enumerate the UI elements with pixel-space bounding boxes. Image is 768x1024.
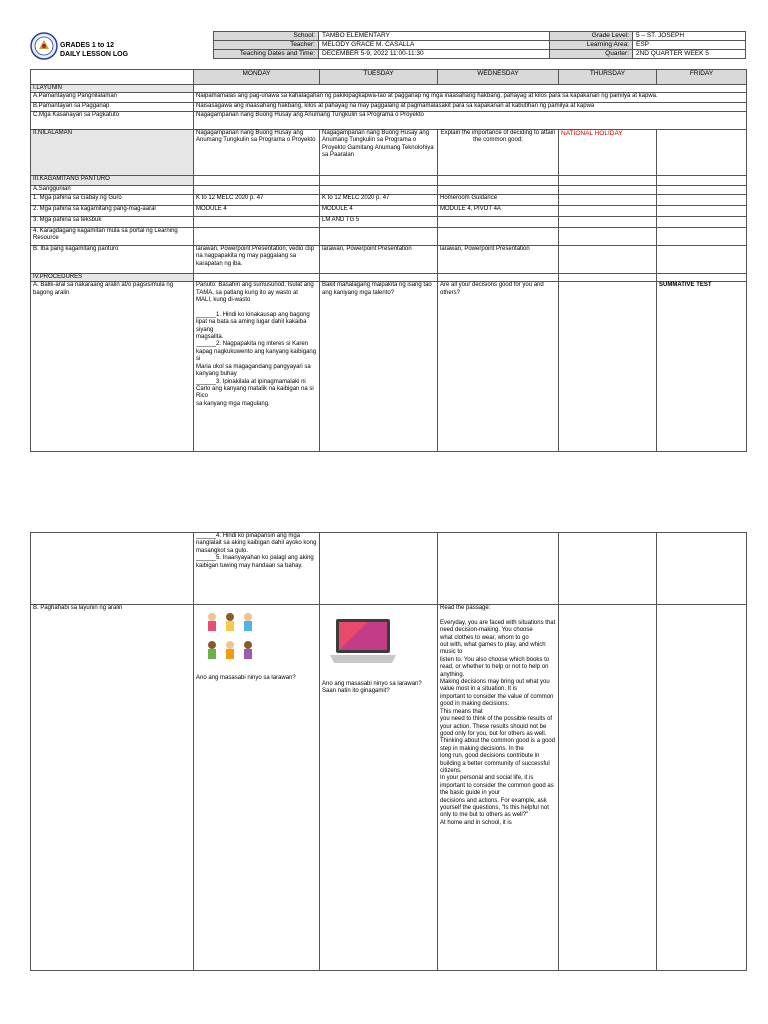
paghahabi-tuesday-question: Ano ang masasabi ninyo sa larawan? Saan natin ito ginagamit?: [322, 681, 422, 695]
row-label-iba-pang-kagamitan: B. Iba pang kagamitang panturo: [31, 245, 194, 273]
deped-seal-icon: [30, 32, 58, 60]
row-label-paghahabi: B. Paghahabi sa layunin ng aralin: [31, 605, 194, 971]
row-label-pang-mag-aaral: 2. Mga pahina sa kagamitang pang-mag-aaral: [31, 205, 194, 216]
laptop-illustration: [328, 617, 398, 667]
row-label-pamantayang-pangnilalaman: A.Pamantayang Pangnilalaman: [31, 93, 194, 103]
corner-cell: [31, 70, 194, 85]
pamantayang-pangnilalaman-text: Naipamamalas ang pag-unawa sa kahalagahan ng pakikipagkapwa-tao at pagganap ng mga inaasahang hakbang, pahayag at kilos para sa kapakanan ng pamilya at kapwa.: [194, 93, 747, 103]
row-label-gabay-ng-guro: 1. Mga pahina sa Gabay ng Guro: [31, 194, 194, 205]
day-wednesday: WEDNESDAY: [438, 70, 559, 85]
iba-pang-tuesday: larawan, Powerpoint Presentation: [320, 245, 438, 273]
teacher-label: Teacher:: [214, 41, 319, 50]
log-title: DAILY LESSON LOG: [60, 51, 129, 58]
school-label: School:: [214, 32, 319, 41]
mag-aaral-tuesday: MODULE 4: [320, 205, 438, 216]
section-kagamitan: III.KAGAMITANG PANTURO: [31, 175, 194, 185]
lesson-log-table-continued: [30, 532, 747, 971]
gabay-wednesday: Homeroom Guidance: [438, 194, 559, 205]
paghahabi-tuesday: [320, 605, 438, 971]
balik-aral-monday-continued: ______4. Hindi ko pinapansin ang mga nanglalait sa aking kaibigan dahil ayoko kong masangkot sa gulo. ______5. Inaanyayahan ko palagi ang aking kaibigan tuwing may handaan sa bahay.: [194, 533, 320, 605]
paghahabi-wednesday-passage: Read the passage: Everyday, you are faced with situations that need decision-making. You choose what clothes to wear, whom to go out with, what games to play, and which music to listen to. You also choose which books to read, or whether to help or not to help on anything. Making decisions may bring out what you value most in a situation. It is important to consider the value of common good in making decisions. This means that you need to think of the possible results of your action. These results should not be good only for you, but for others as well. Thinking about the common good is a good step in making decisions. In the long run, good decisions contribute in building a better community of successful citizens. In your personal and social life, it is important to consider the common good as the basic guide in your decisions and actions. For example, ask yourself the questions, "Is this helpful not only to me but to others as well?" At home and in school, it is: [438, 605, 559, 971]
row-label-teksbuk: 3. Mga pahina sa teksbuk: [31, 216, 194, 227]
day-tuesday: TUESDAY: [320, 70, 438, 85]
paghahabi-monday: [194, 605, 320, 971]
section-procedures: IV.PROCEDURES: [31, 273, 194, 281]
balik-aral-monday: Panuto: Basahin ang sumusunod. Isulat ang TAMA, sa patlang kung ito ay wasto at MALI, kung di-wasto ______1. Hindi ko kinakausap ang bagong lipat na bata sa aming lugar dahil kakaiba siyang magsalita. ______2. Nagpapakita ng interes si Karen kapag nagkukuwento ang kanyang kaibigang si Maria ukol sa magagandang pangyayari sa kanyang buhay ______3. Ipinakilala at ipinagmamalaki ni Carlo ang kanyang matalik na kaibigan na si Rico sa kanyang mga magulang.: [194, 282, 320, 452]
national-holiday: NATIONAL HOLIDAY: [559, 129, 657, 175]
section-nilalaman: II.NILALAMAN: [31, 129, 194, 175]
lesson-log-table: [30, 69, 747, 452]
iba-pang-monday: larawan, Powerpoint Presentation, vedio clip na nagpapakita ng may paggalang sa karapatan ng iba.: [194, 245, 320, 273]
pamantayan-sa-pagganap-text: Naisasagawa ang inaasahang hakbang, kilos at pahayag na may paggalang at pagmamalasakit para sa kapakanan at kabutihan ng pamilya at kapwa: [194, 103, 747, 111]
row-label-kasanayan: C.Mga Kasanayan sa Pagkatuto: [31, 111, 194, 129]
nilalaman-wednesday: Explain the importance of deciding to attain the common good;: [438, 129, 559, 175]
gabay-monday: K to 12 MELC 2020 p. 47: [194, 194, 320, 205]
dates-value: DECEMBER 5-9, 2022 11:00-11:30: [319, 50, 550, 59]
row-label-pamantayan-sa-pagganap: B.Pamantayan sa Pagganap: [31, 103, 194, 111]
header-table: [213, 31, 746, 59]
quarter-value: 2ND QUARTER WEEK 5: [633, 50, 746, 59]
nilalaman-monday: Nagagampanan nang Buong Husay ang Anumang Tungkulin sa Programa o Proyekto: [194, 129, 320, 175]
area-value: ESP: [633, 41, 746, 50]
balik-aral-wednesday: Are all your decisions good for you and others?: [438, 282, 559, 452]
balik-aral-tuesday: Bakit mahalagang maipakita ng isang tao ang kaniyang mga talento?: [320, 282, 438, 452]
teacher-value: MELODY GRACE M. CASALLA: [319, 41, 550, 50]
summative-test: SUMMATIVE TEST: [657, 282, 747, 452]
iba-pang-wednesday: larawan, Powerpoint Presentation: [438, 245, 559, 273]
children-playing-illustration: [200, 609, 262, 671]
paghahabi-monday-question: Ano ang masasabi ninyo sa larawan?: [196, 675, 296, 681]
day-thursday: THURSDAY: [559, 70, 657, 85]
row-label-karagdagang-kagamitan: 4. Karagdagang kagamitan mula sa portal ng Learning Resource: [31, 227, 194, 245]
grades-title: GRADES 1 to 12: [60, 42, 115, 49]
mag-aaral-wednesday: MODULE 4, PIVOT 4A: [438, 205, 559, 216]
day-friday: FRIDAY: [657, 70, 747, 85]
mag-aaral-monday: MODULE 4: [194, 205, 320, 216]
day-monday: MONDAY: [194, 70, 320, 85]
school-value: TAMBO ELEMENTARY: [319, 32, 550, 41]
kasanayan-text: Nagagampanan nang Buong Husay ang Anumang Tungkulin sa Programa o Proyekto: [194, 111, 747, 129]
section-layunin: I.LAYUNIN: [31, 85, 194, 93]
quarter-label: Quarter:: [550, 50, 633, 59]
teksbuk-tuesday: LM AND TG 5: [320, 216, 438, 227]
gabay-tuesday: K to 12 MELC 2020 p. 47: [320, 194, 438, 205]
dates-label: Teaching Dates and Time:: [214, 50, 319, 59]
grade-label: Grade Level:: [550, 32, 633, 41]
area-label: Learning Area:: [550, 41, 633, 50]
row-label-balik-aral: A. Balik-aral sa nakaraang aralin at/o pagsisimula ng bagong aralin: [31, 282, 194, 452]
nilalaman-tuesday: Nagagampanan nang Buong Husay ang Anumang Tungkulin sa Programa o Proyekto Gamitang Anumang Teknolohiya sa Paaralan: [320, 129, 438, 175]
row-label-sanggunian: A.Sanggunian: [31, 185, 194, 194]
grade-value: 5 – ST. JOSEPH: [633, 32, 746, 41]
